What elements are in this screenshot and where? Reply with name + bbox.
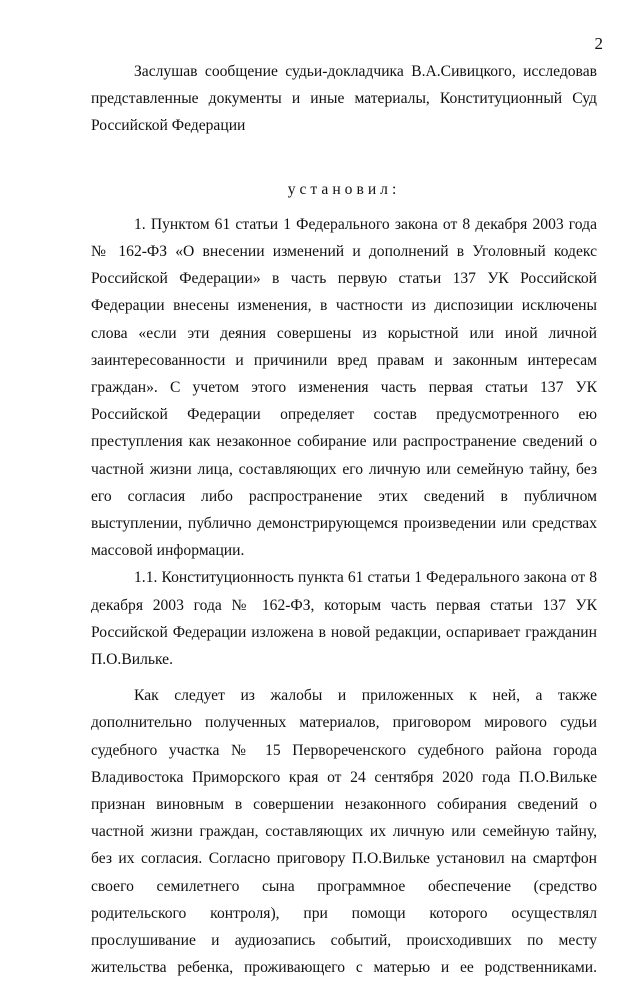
paragraph-1-1: 1.1. Конституционность пункта 61 статьи 1 Федерального закона от 8 декабря 2003 года № 162-ФЗ, которым часть первая статьи 137 УК Российской Федерации изложена в новой редакции, оспаривает гражданин П.О.Вильке. [91, 569, 597, 669]
document-body [91, 58, 597, 982]
paragraph-gap [91, 673, 597, 682]
section-heading: установил: [287, 180, 401, 198]
paragraph-2: Как следует из жалобы и приложенных к ней, а также дополнительно полученных материалов, приговором мирового судьи судебного участка № 15 Первореченского судебного района города Владивостока Приморского края от 24 сентября 2020 года П.О.Вильке признан виновным в совершении незаконного собирания сведений о частной жизни граждан, составляющих их личную или семейную тайну, без их согласия. Согласно приговору П.О.Вильке установил на смартфон своего семилетнего сына программное обеспечение (средство родительского контроля), при помощи которого осуществлял прослушивание и аудиозапись событий, происходивших по месту жительства ребенка, проживающего с матерью и ее родственниками. [91, 687, 597, 977]
paragraph-1: 1. Пунктом 61 статьи 1 Федерального закона от 8 декабря 2003 года № 162-ФЗ «О внесении изменений и дополнений в Уголовный кодекс Российской Федерации» в часть первую статьи 137 УК Российской Федерации внесены изменения, в частности из диспозиции исключены слова «если эти деяния совершены из корыстной или иной личной заинтересованности и причинили вред правам и законным интересам граждан». С учетом этого изменения часть первая статьи 137 УК Российской Федерации определяет состав предусмотренного ею преступления как незаконное собирание или распространение сведений о частной жизни лица, составляющих его личную или семейную тайну, без его согласия либо распространение этих сведений в публичном выступлении, публично демонстрирующемся произведении или средствах массовой информации. [91, 215, 597, 560]
page-number: 2 [594, 34, 603, 53]
intro-paragraph: Заслушав сообщение судьи-докладчика В.А.Сивицкого, исследовав представленные документы и иные материалы, Конституционный Суд Российской Федерации [91, 63, 597, 135]
